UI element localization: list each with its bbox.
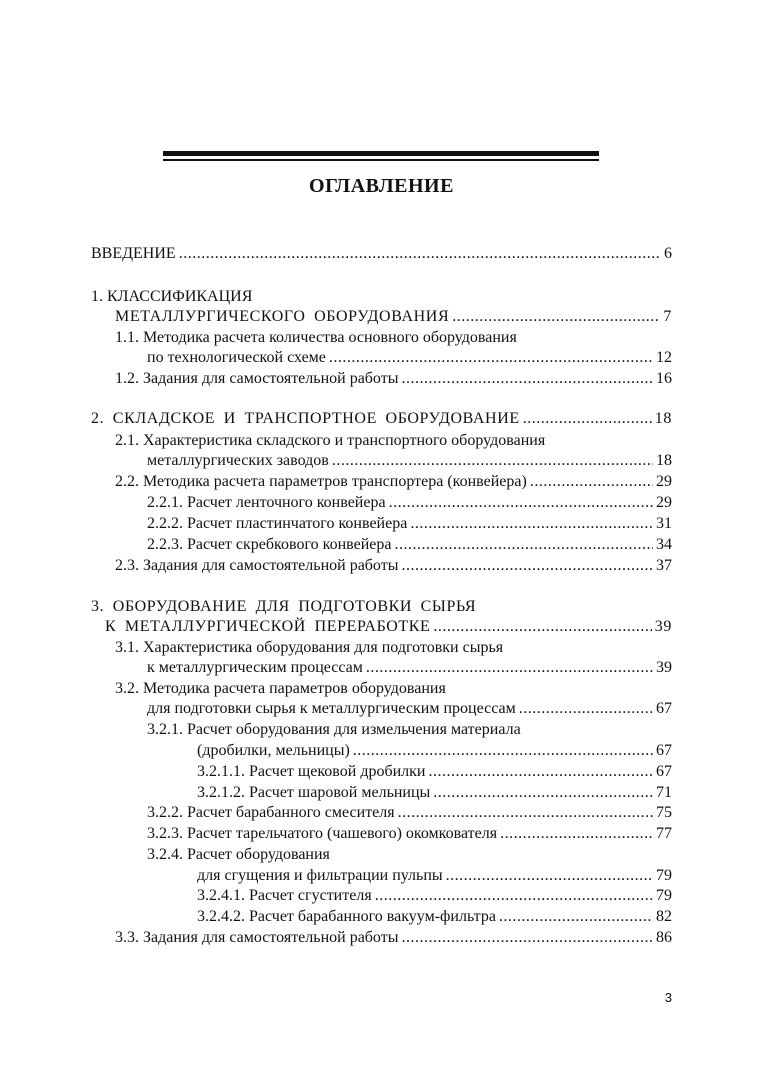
toc-entry-3-2-3[interactable] <box>147 824 672 844</box>
toc-entry-label: 3.2.1.2. Расчет шаровой мельницы <box>197 784 431 801</box>
toc-entry-label: 2.2. Методика расчета параметров транспортера (конвейера) <box>115 473 527 490</box>
toc-entry-label: К МЕТАЛЛУРГИЧЕСКОЙ ПЕРЕРАБОТКЕ <box>105 618 431 635</box>
toc-page-number: 82 <box>656 908 672 925</box>
toc-page-number: 18 <box>654 410 672 427</box>
toc-section-3-1-line1: 3.1. Характеристика оборудования для подготовки сырья <box>115 639 504 656</box>
toc-page-number: 67 <box>656 763 672 780</box>
toc-entry-ch1[interactable] <box>115 307 672 327</box>
toc-entry-3-2[interactable] <box>147 699 672 719</box>
toc-page-number: 67 <box>656 742 672 759</box>
toc-page-number: 39 <box>656 659 672 676</box>
toc-leader <box>389 493 653 513</box>
toc-page-number: 31 <box>656 515 672 532</box>
toc-entry-2-2-3[interactable] <box>147 535 672 555</box>
toc-leader <box>433 783 653 803</box>
toc-leader <box>433 617 651 637</box>
toc-leader <box>332 451 653 471</box>
toc-entry-label: 3.3. Задания для самостоятельной работы <box>115 929 399 946</box>
toc-leader <box>401 369 653 389</box>
toc-entry-label: 3.2.2. Расчет барабанного смесителя <box>147 804 395 821</box>
toc-leader <box>519 699 653 719</box>
toc-entry-3-2-1-1[interactable] <box>197 762 672 782</box>
toc-chapter-1-line1: 1. КЛАССИФИКАЦИЯ <box>91 288 253 305</box>
toc-leader <box>530 472 653 492</box>
toc-page-number: 29 <box>656 473 672 490</box>
header-rule-thin <box>163 159 599 161</box>
page-title: ОГЛАВЛЕНИЕ <box>309 175 454 197</box>
toc-page-number: 29 <box>656 494 672 511</box>
toc-entry-3-2-4-2[interactable] <box>197 907 672 927</box>
toc-section-3-2-1-line1: 3.2.1. Расчет оборудования для измельчения материала <box>147 721 521 738</box>
toc-page-number: 75 <box>656 804 672 821</box>
toc-entry-label: по технологической схеме <box>147 349 326 366</box>
toc-entry-label: МЕТАЛЛУРГИЧЕСКОГО ОБОРУДОВАНИЯ <box>115 308 450 325</box>
toc-leader <box>410 514 653 534</box>
toc-leader <box>353 741 653 761</box>
toc-entry-3-2-4-1[interactable] <box>197 886 672 906</box>
toc-leader <box>398 803 653 823</box>
toc-section-1-1-line1: 1.1. Методика расчета количества основного оборудования <box>115 329 517 346</box>
toc-page-number: 67 <box>656 700 672 717</box>
toc-entry-label: 3.2.3. Расчет тарельчатого (чашевого) окомкователя <box>147 825 498 842</box>
toc-leader <box>179 244 661 264</box>
toc-entry-ch3[interactable] <box>105 617 672 637</box>
toc-page-number: 18 <box>656 452 672 469</box>
toc-chapter-3-line1: 3. ОБОРУДОВАНИЕ ДЛЯ ПОДГОТОВКИ СЫРЬЯ <box>91 598 477 615</box>
toc-entry-2-2-1[interactable] <box>147 493 672 513</box>
toc-page-number: 86 <box>656 929 672 946</box>
toc-entry-3-1[interactable] <box>147 658 672 678</box>
toc-leader <box>394 535 653 555</box>
toc-leader <box>329 348 653 368</box>
toc-page-number: 77 <box>656 825 672 842</box>
toc-entry-label: для подготовки сырья к металлургическим процессам <box>147 700 516 717</box>
toc-entry-label: 2. СКЛАДСКОЕ И ТРАНСПОРТНОЕ ОБОРУДОВАНИЕ <box>91 410 520 427</box>
toc-entry-label: 2.3. Задания для самостоятельной работы <box>115 557 399 574</box>
toc-entry-3-2-1-2[interactable] <box>197 783 672 803</box>
toc-entry-label: 3.2.4.2. Расчет барабанного вакуум-фильтра <box>197 908 496 925</box>
toc-entry-label: (дробилки, мельницы) <box>197 742 350 759</box>
toc-entry-2-2-2[interactable] <box>147 514 672 534</box>
toc-entry-3-2-2[interactable] <box>147 803 672 823</box>
toc-entry-label: 1.2. Задания для самостоятельной работы <box>115 370 399 387</box>
toc-page-number: 39 <box>654 618 672 635</box>
toc-entry-label: 2.2.3. Расчет скребкового конвейера <box>147 536 392 553</box>
toc-page-number: 6 <box>664 245 672 262</box>
toc-entry-intro[interactable] <box>91 244 672 264</box>
toc-entry-label: для сгущения и фильтрации пульпы <box>197 867 443 884</box>
toc-leader <box>401 928 653 948</box>
toc-entry-2-2[interactable] <box>115 472 672 492</box>
toc-entry-label: ВВЕДЕНИЕ <box>91 245 176 262</box>
toc-page-number: 79 <box>656 887 672 904</box>
toc-page-number: 34 <box>656 536 672 553</box>
toc-leader <box>401 556 653 576</box>
toc-section-3-2-line1: 3.2. Методика расчета параметров оборудования <box>115 680 446 697</box>
toc-leader <box>499 907 653 927</box>
toc-page-number: 71 <box>656 784 672 801</box>
toc-entry-2-1[interactable] <box>147 451 672 471</box>
toc-entry-1-1[interactable] <box>147 348 672 368</box>
toc-entry-label: 2.2.1. Расчет ленточного конвейера <box>147 494 386 511</box>
toc-entry-3-2-1[interactable] <box>197 741 672 761</box>
header-rule-thick <box>163 151 599 156</box>
toc-entry-label: 2.2.2. Расчет пластинчатого конвейера <box>147 515 408 532</box>
toc-entry-label: металлургических заводов <box>147 452 329 469</box>
toc-entry-3-3[interactable] <box>115 928 672 948</box>
toc-entry-label: 3.2.4.1. Расчет сгустителя <box>197 887 372 904</box>
toc-page-number: 12 <box>656 349 672 366</box>
toc-page-number: 37 <box>656 557 672 574</box>
toc-page-number: 7 <box>663 308 672 325</box>
toc-entry-ch2[interactable] <box>91 409 672 429</box>
toc-leader <box>523 409 652 429</box>
toc-section-2-1-line1: 2.1. Характеристика складского и транспортного оборудования <box>115 432 546 449</box>
toc-leader <box>452 307 660 327</box>
toc-leader <box>446 866 653 886</box>
toc-entry-1-2[interactable] <box>115 369 672 389</box>
toc-entry-label: к металлургическим процессам <box>147 659 363 676</box>
toc-page-number: 16 <box>656 370 672 387</box>
toc-page-number: 79 <box>656 867 672 884</box>
toc-leader <box>366 658 653 678</box>
toc-entry-3-2-4[interactable] <box>197 866 672 886</box>
toc-entry-label: 3.2.1.1. Расчет щековой дробилки <box>197 763 426 780</box>
toc-leader <box>428 762 653 782</box>
toc-section-3-2-4-line1: 3.2.4. Расчет оборудования <box>147 846 330 863</box>
toc-leader <box>375 886 653 906</box>
toc-leader <box>500 824 653 844</box>
toc-entry-2-3[interactable] <box>115 556 672 576</box>
page-number: 3 <box>664 990 672 1005</box>
